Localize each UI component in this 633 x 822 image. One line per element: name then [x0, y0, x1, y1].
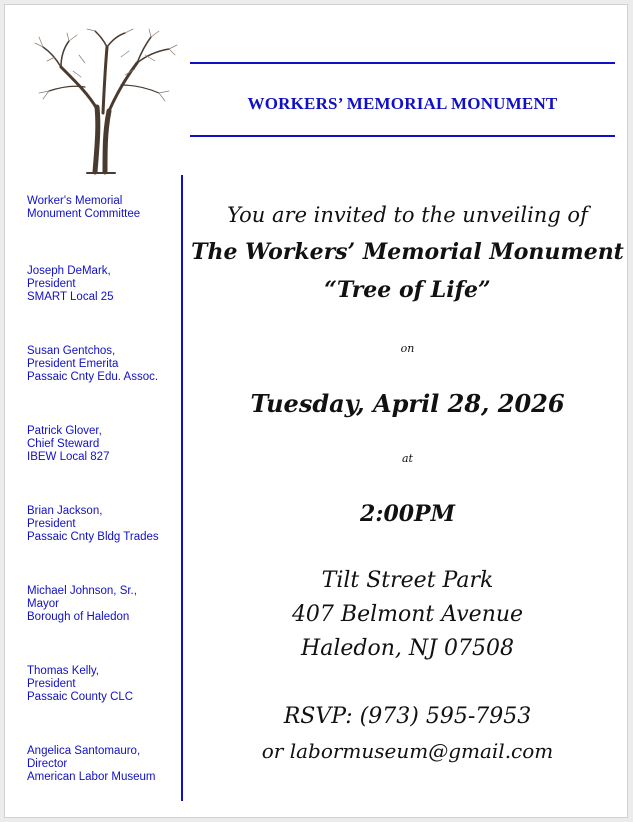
member-entry	[27, 665, 187, 704]
event-date: Tuesday, April 28, 2026	[250, 389, 565, 418]
invitation-page	[4, 4, 628, 818]
page-title: WORKERS’ MEMORIAL MONUMENT	[247, 94, 558, 113]
member-name: Susan Gentchos,	[27, 345, 116, 357]
member-org: SMART Local 25	[27, 291, 114, 303]
member-role: Director	[27, 758, 68, 770]
member-name: Angelica Santomauro,	[27, 745, 141, 757]
member-name: Joseph DeMark,	[27, 265, 111, 277]
member-org: Passaic County CLC	[27, 691, 134, 703]
venue-city: Haledon, NJ 07508	[301, 636, 514, 661]
member-role: President	[27, 678, 76, 690]
member-name: Michael Johnson, Sr.,	[27, 585, 137, 597]
member-entry	[27, 265, 187, 304]
on-label: on	[400, 342, 415, 355]
header-rule-top	[190, 62, 615, 64]
venue-street: 407 Belmont Avenue	[291, 602, 524, 627]
rsvp-phone: RSVP: (973) 595-7953	[283, 704, 532, 729]
committee-heading: Worker's Memorial Monument Committee	[27, 195, 141, 220]
rsvp-email: or labormuseum@gmail.com	[261, 739, 554, 763]
event-time: 2:00PM	[360, 501, 455, 527]
member-role: Chief Steward	[27, 438, 100, 450]
member-role: Mayor	[27, 598, 59, 610]
header-rule-bottom	[190, 135, 615, 137]
member-name: Brian Jackson,	[27, 505, 103, 517]
monument-subtitle: “Tree of Life”	[324, 277, 491, 303]
member-name: Patrick Glover,	[27, 425, 102, 437]
member-entry	[27, 345, 187, 384]
member-entry	[27, 585, 187, 624]
at-label: at	[402, 452, 413, 465]
member-org: American Labor Museum	[27, 771, 156, 783]
member-role: President	[27, 518, 76, 530]
member-org: Borough of Haledon	[27, 611, 130, 623]
member-org: Passaic Cnty Edu. Assoc.	[27, 371, 159, 383]
venue-name: Tilt Street Park	[321, 568, 494, 593]
member-entry	[27, 505, 187, 544]
member-org: Passaic Cnty Bldg Trades	[27, 531, 159, 543]
member-role: President	[27, 278, 76, 290]
member-name: Thomas Kelly,	[27, 665, 100, 677]
monument-name: The Workers’ Memorial Monument	[191, 239, 624, 265]
invitation-intro: You are invited to the unveiling of	[227, 203, 588, 227]
member-entry	[27, 425, 187, 464]
tree-of-life-icon	[25, 27, 180, 175]
member-entry	[27, 745, 187, 784]
member-role: President Emerita	[27, 358, 119, 370]
member-org: IBEW Local 827	[27, 451, 110, 463]
